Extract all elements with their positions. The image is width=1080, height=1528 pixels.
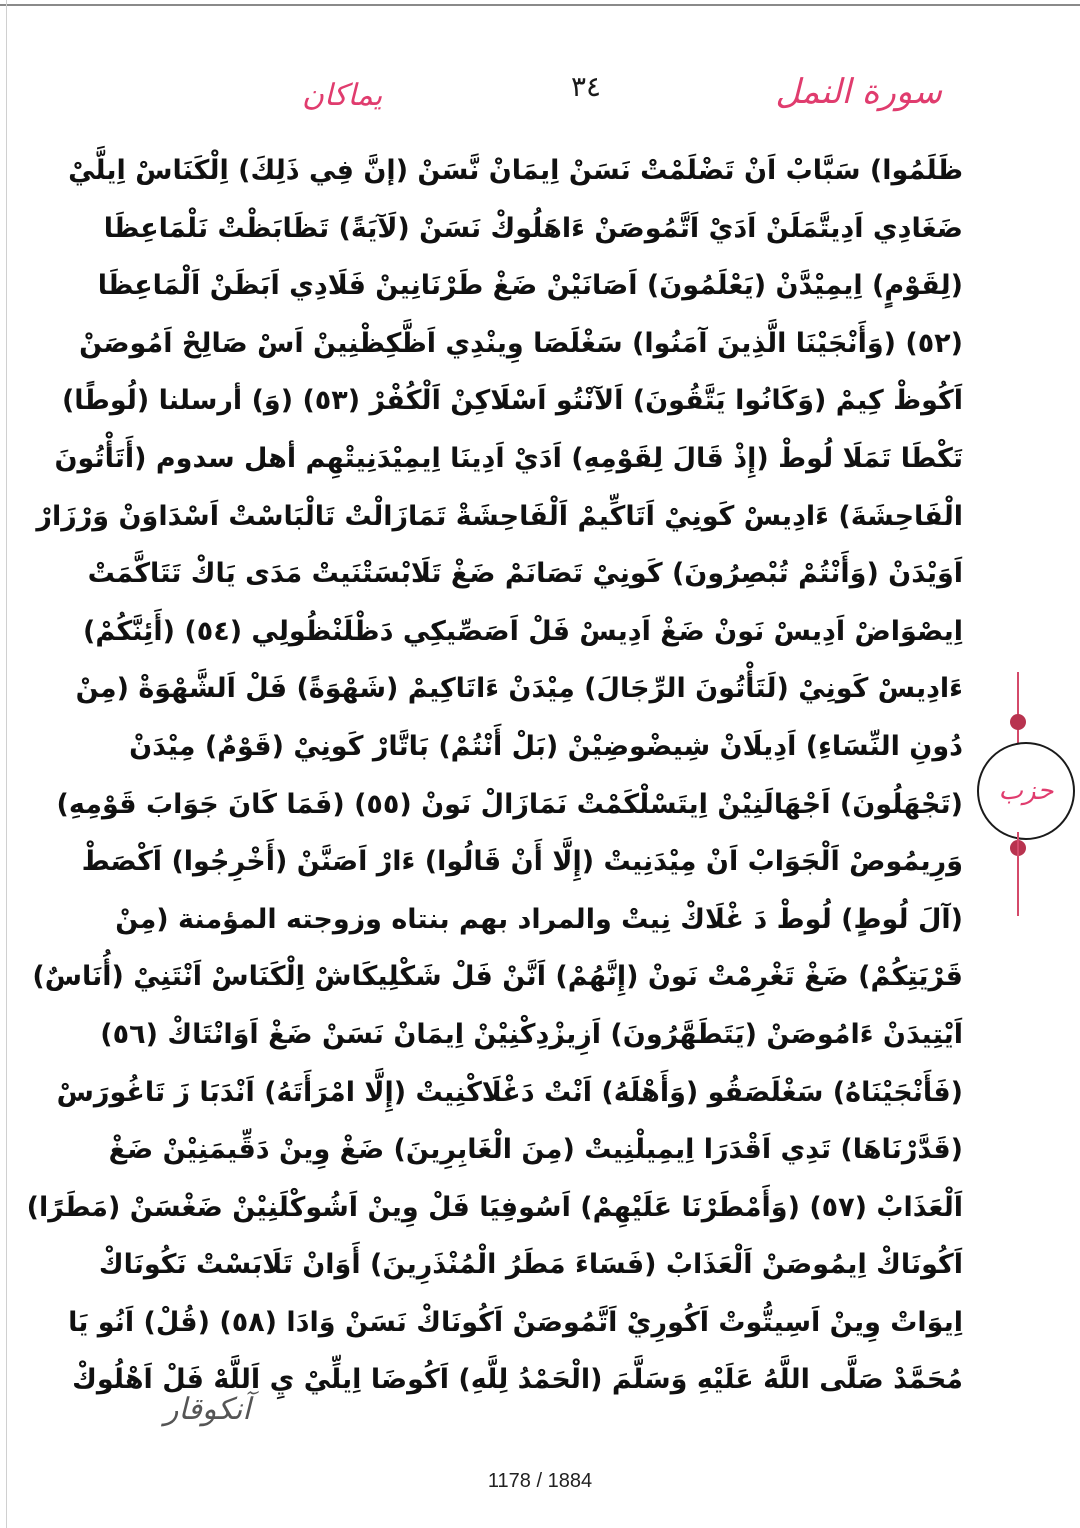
header-note: يماكان [302, 78, 383, 113]
text-line: اِيصْوَاضْ اَدِيسْ نَونْ ضَغْ اَدِيسْ فَلْ اَصَصِّيكِي دَظْلَنْظُولِي (٥٤) (أَئِنَّكُمْ) [83, 615, 963, 647]
text-line: تَكْطَا تَمَلَا لُوطْ (إِذْ قَالَ لِقَوْمِهِ) اَدَيْ اَدِينَا اِيمِيْدَنِيتْهِم أهل سدوم (أَتَأْتُونَ [54, 442, 963, 474]
text-line: (٥٢) (وَأَنْجَيْنَا الَّذِينَ آمَنُوا) سَغْلَصَا وِينْدِي اَظَّكِظْنِينْ اَسْ صَالِحْ اَمُوصَنْ [79, 327, 963, 359]
surah-title: سورة النمل [775, 72, 942, 112]
text-line: (فَأَنْجَيْنَاهُ) سَغْلَصَقُو (وَأَهْلَهُ) اَنْتْ دَغْلَاكْنِيتْ (إِلَّا امْرَأَتَهُ) اَنْدَبَا زَ تَاغُورَسْ [56, 1076, 963, 1108]
left-scan-edge [6, 0, 7, 1528]
text-line: اِيوَاتْ وِينْ اَسِيتُّوتْ اَكُورِيْ اَتَّمُوصَنْ اَكُونَاكْ نَسَنْ وَادَا (٥٨) (قُلْ) اَنُو يَا [68, 1306, 963, 1338]
text-line: اَكُونَاكْ اِيمُوصَنْ اَلْعَذَابْ (فَسَاءَ مَطَرُ الْمُنْذَرِينَ) أَوَانْ تَلَابَسْتْ نَكُونَاكْ [98, 1249, 963, 1281]
text-line: قَرْيَتِكُمْ) ضَغْ تَغْرِمْتْ نَونْ (إِنَّهُمْ) اَنَّنْ فَلْ شَكْلِيكَاشْ اِلْكَنَاسْ اَنْتَنِيْ (أُنَاسٌ) [32, 961, 963, 993]
text-line: اَيْتِيدَنْ ءَامُوصَنْ (يَتَطَهَّرُونَ) اَزِيزْدِكْنِيْنْ اِيمَانْ نَسَنْ ضَغْ اَوَانْتَاكْ (٥٦) [100, 1018, 963, 1050]
text-line: (لِقَوْمٍ) اِيمِيْدَّنْ (يَعْلَمُونَ) اَصَانَيْنْ ضَغْ طَرْنَانِينْ فَلَادِي اَبَظَنْ اَلْمَاعِظَا [97, 270, 963, 302]
text-line: اَلْعَذَابْ (٥٧) (وَأَمْطَرْنَا عَلَيْهِمْ) اَسُوفِيَا فَلْ وِينْ اَشُوكْلَنِيْنْ ضَغْسَنْ (مَطَرًا) [26, 1191, 963, 1223]
text-line: ضَغَادِي اَدِيتَّمَلَنْ اَدَيْ اَتَّمُوصَنْ ءَاهَلُوكْ نَسَنْ (لَآيَةً) تَظَابَظْتْ نَلْمَاعِظَا [103, 212, 963, 244]
body-text [26, 142, 963, 1409]
text-line: وَرِيمُوصْ اَلْجَوَابْ اَنْ مِيْدَنِيتْ (إِلَّا أَنْ قَالُوا) ءَارْ اَصَنَّنْ (أَخْرِجُوا) اَكْصَطْ [81, 846, 963, 878]
top-scan-edge [0, 4, 1080, 6]
page-counter: 1178 / 1884 [487, 1470, 593, 1492]
text-line: ظَلَمُوا) سَبَّابْ اَنْ تَضْلَمْتْ نَسَنْ اِيمَانْ نَّسَنْ (إنَّ فِي ذَلِكَ) اِلْكَنَاسْ اِيلَّيْ [68, 155, 963, 186]
text-line: (تَجْهَلُونَ) اَجْهَالَنِيْنْ اِيتَسْلْكَمْتْ نَمَازَالْ نَونْ (٥٥) (فَمَا كَانَ جَوَابَ قَوْمِهِ) [56, 788, 963, 820]
text-line: الْفَاحِشَةَ) ءَادِيسْ كَونِيْ اَتَاكِّيمْ اَلْفَاحِشَةْ تَمَازَالْتْ تَالْبَاسْتْ اَسْدَاوَنْ وَرْزَارْ [36, 500, 963, 532]
text-line: اَكُوظْ كِيمْ (وَكَانُوا يَتَّقُونَ) اَلآنْتُو اَسْلَاكِنْ اَلْكُفْرْ (٥٣) (وَ) أرسلنا (لُوطًا) [61, 385, 963, 417]
text-line: دُونِ النِّسَاءِ) اَدِيلَانْ شِيضْوضِيْنْ (بَلْ أَنْتُمْ) بَاتَّارْ كَونِيْ (قَوْمٌ) مِيْدَنْ [129, 730, 963, 762]
text-line: ءَادِيسْ كَونِيْ (لَتَأْتُونَ الرِّجَالَ) مِيْدَنْ ءَاتَاكِيمْ (شَهْوَةً) فَلْ اَلشَّهْوَةْ (مِنْ [75, 673, 963, 705]
catchword: آنكوقار [164, 1392, 251, 1427]
text-line: (آلَ لُوطٍ) لُوطْ دَ غْلَاكْ نِيتْ والمراد بهم بنتاه وزوجته المؤمنة (مِنْ [115, 903, 963, 935]
hizb-ornament-line-bottom [1017, 832, 1019, 916]
text-line: مُحَمَّدْ صَلَّى اللَّهُ عَلَيْهِ وَسَلَّمَ (الْحَمْدُ لِلَّهِ) اَكُوضَا اِيلِّيْ يِ اَللَّهْ فَلْ اَهْلُوكْ [72, 1364, 963, 1396]
text-line: اَوَيْدَنْ (وَأَنْتُمْ تُبْصِرُونَ) كَونِيْ تَصَانَمْ ضَغْ تَلَابْسَتْنَيتْ مَدَى يَاكْ تَتَاكَّمَتْ [87, 558, 963, 590]
page-number: ٣٤ [570, 70, 602, 103]
text-line: (قَدَّرْنَاهَا) تَدِي اَقْدَرَا اِيمِيلْنِيتْ (مِنَ الْغَابِرِينَ) ضَغْ وِينْ دَقِّيمَنِيْنْ ضَغْ [108, 1134, 963, 1166]
hizb-label: حزب [998, 776, 1054, 806]
hizb-ornament-bead-top [1010, 714, 1026, 730]
